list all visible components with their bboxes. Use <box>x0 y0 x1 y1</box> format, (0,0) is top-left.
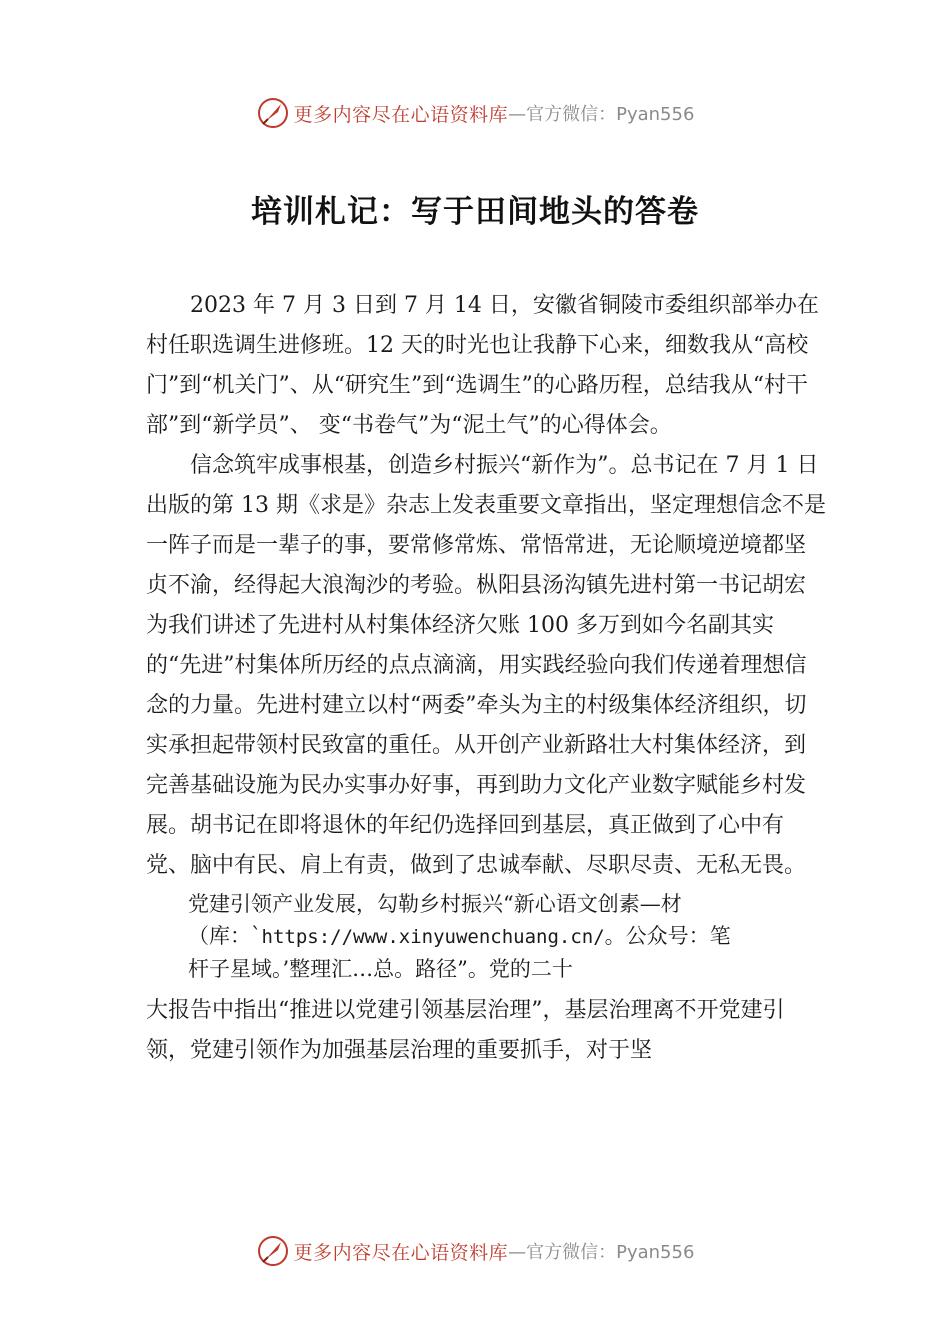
watermark-header <box>0 96 950 130</box>
watermark-wechat: —官方微信：Pyan556 <box>508 104 695 125</box>
quill-logo-icon <box>256 1234 290 1268</box>
watermark-text: 更多内容尽在心语资料库 <box>293 1241 509 1264</box>
article-title: 培训札记：写于田间地头的答卷 <box>251 194 699 230</box>
article-body <box>146 286 826 1071</box>
insert-text: 。公众号：笔 <box>604 924 731 948</box>
paragraph: 大报告中指出“推进以党建引领基层治理”，基层治理离不开党建引领，党建引领作为加强基层治理的重要抓手，对于坚 <box>146 998 785 1063</box>
inserted-watermark-block <box>188 888 826 985</box>
insert-line <box>188 920 826 953</box>
insert-line: 杆子星域。’整理汇…总。路径”。党的二十 <box>188 957 573 981</box>
watermark-wechat: —官方微信：Pyan556 <box>508 1242 695 1263</box>
watermark-text: 更多内容尽在心语资料库 <box>293 103 509 126</box>
quill-logo-icon <box>256 96 290 130</box>
insert-line: 党建引领产业发展，勾勒乡村振兴“新心语文创素—材 <box>188 892 682 916</box>
website-url: https://www.xinyuwenchuang.cn/ <box>261 926 605 948</box>
paragraph: 2023 年 7 月 3 日到 7 月 14 日，安徽省铜陵市委组织部举办在村任职选调生进修班。12 天的时光也让我静下心来，细数我从“高校门”到“机关门”、从“研究生”到“选调生”的心路历程，总结我从“村干部”到“新学员”、 变“书卷气”为“泥土气”的心得体会。 <box>146 293 819 438</box>
paragraph: 信念筑牢成事根基，创造乡村振兴“新作为”。总书记在 7 月 1 日出版的第 13 期《求是》杂志上发表重要文章指出，坚定理想信念不是一阵子而是一辈子的事，要常修常炼、常悟常进，无论顺境逆境都坚贞不渝，经得起大浪淘沙的考验。枞阳县汤沟镇先进村第一书记胡宏为我们讲述了先进村从村集体经济欠账 100 多万到如今名副其实的“先进”村集体所历经的点点滴滴，用实践经验向我们传递着理想信念的力量。先进村建立以村“两委”牵头为主的村级集体经济组织，切实承担起带领村民致富的重任。从开创产业新路壮大村集体经济，到完善基础设施为民办实事办好事，再到助力文化产业数字赋能乡村发展。胡书记在即将退休的年纪仍选择回到基层，真正做到了心中有党、脑中有民、肩上有责，做到了忠诚奉献、尽职尽责、无私无畏。 <box>146 453 826 878</box>
watermark-footer <box>0 1234 950 1268</box>
insert-text: （库：` <box>188 924 262 948</box>
